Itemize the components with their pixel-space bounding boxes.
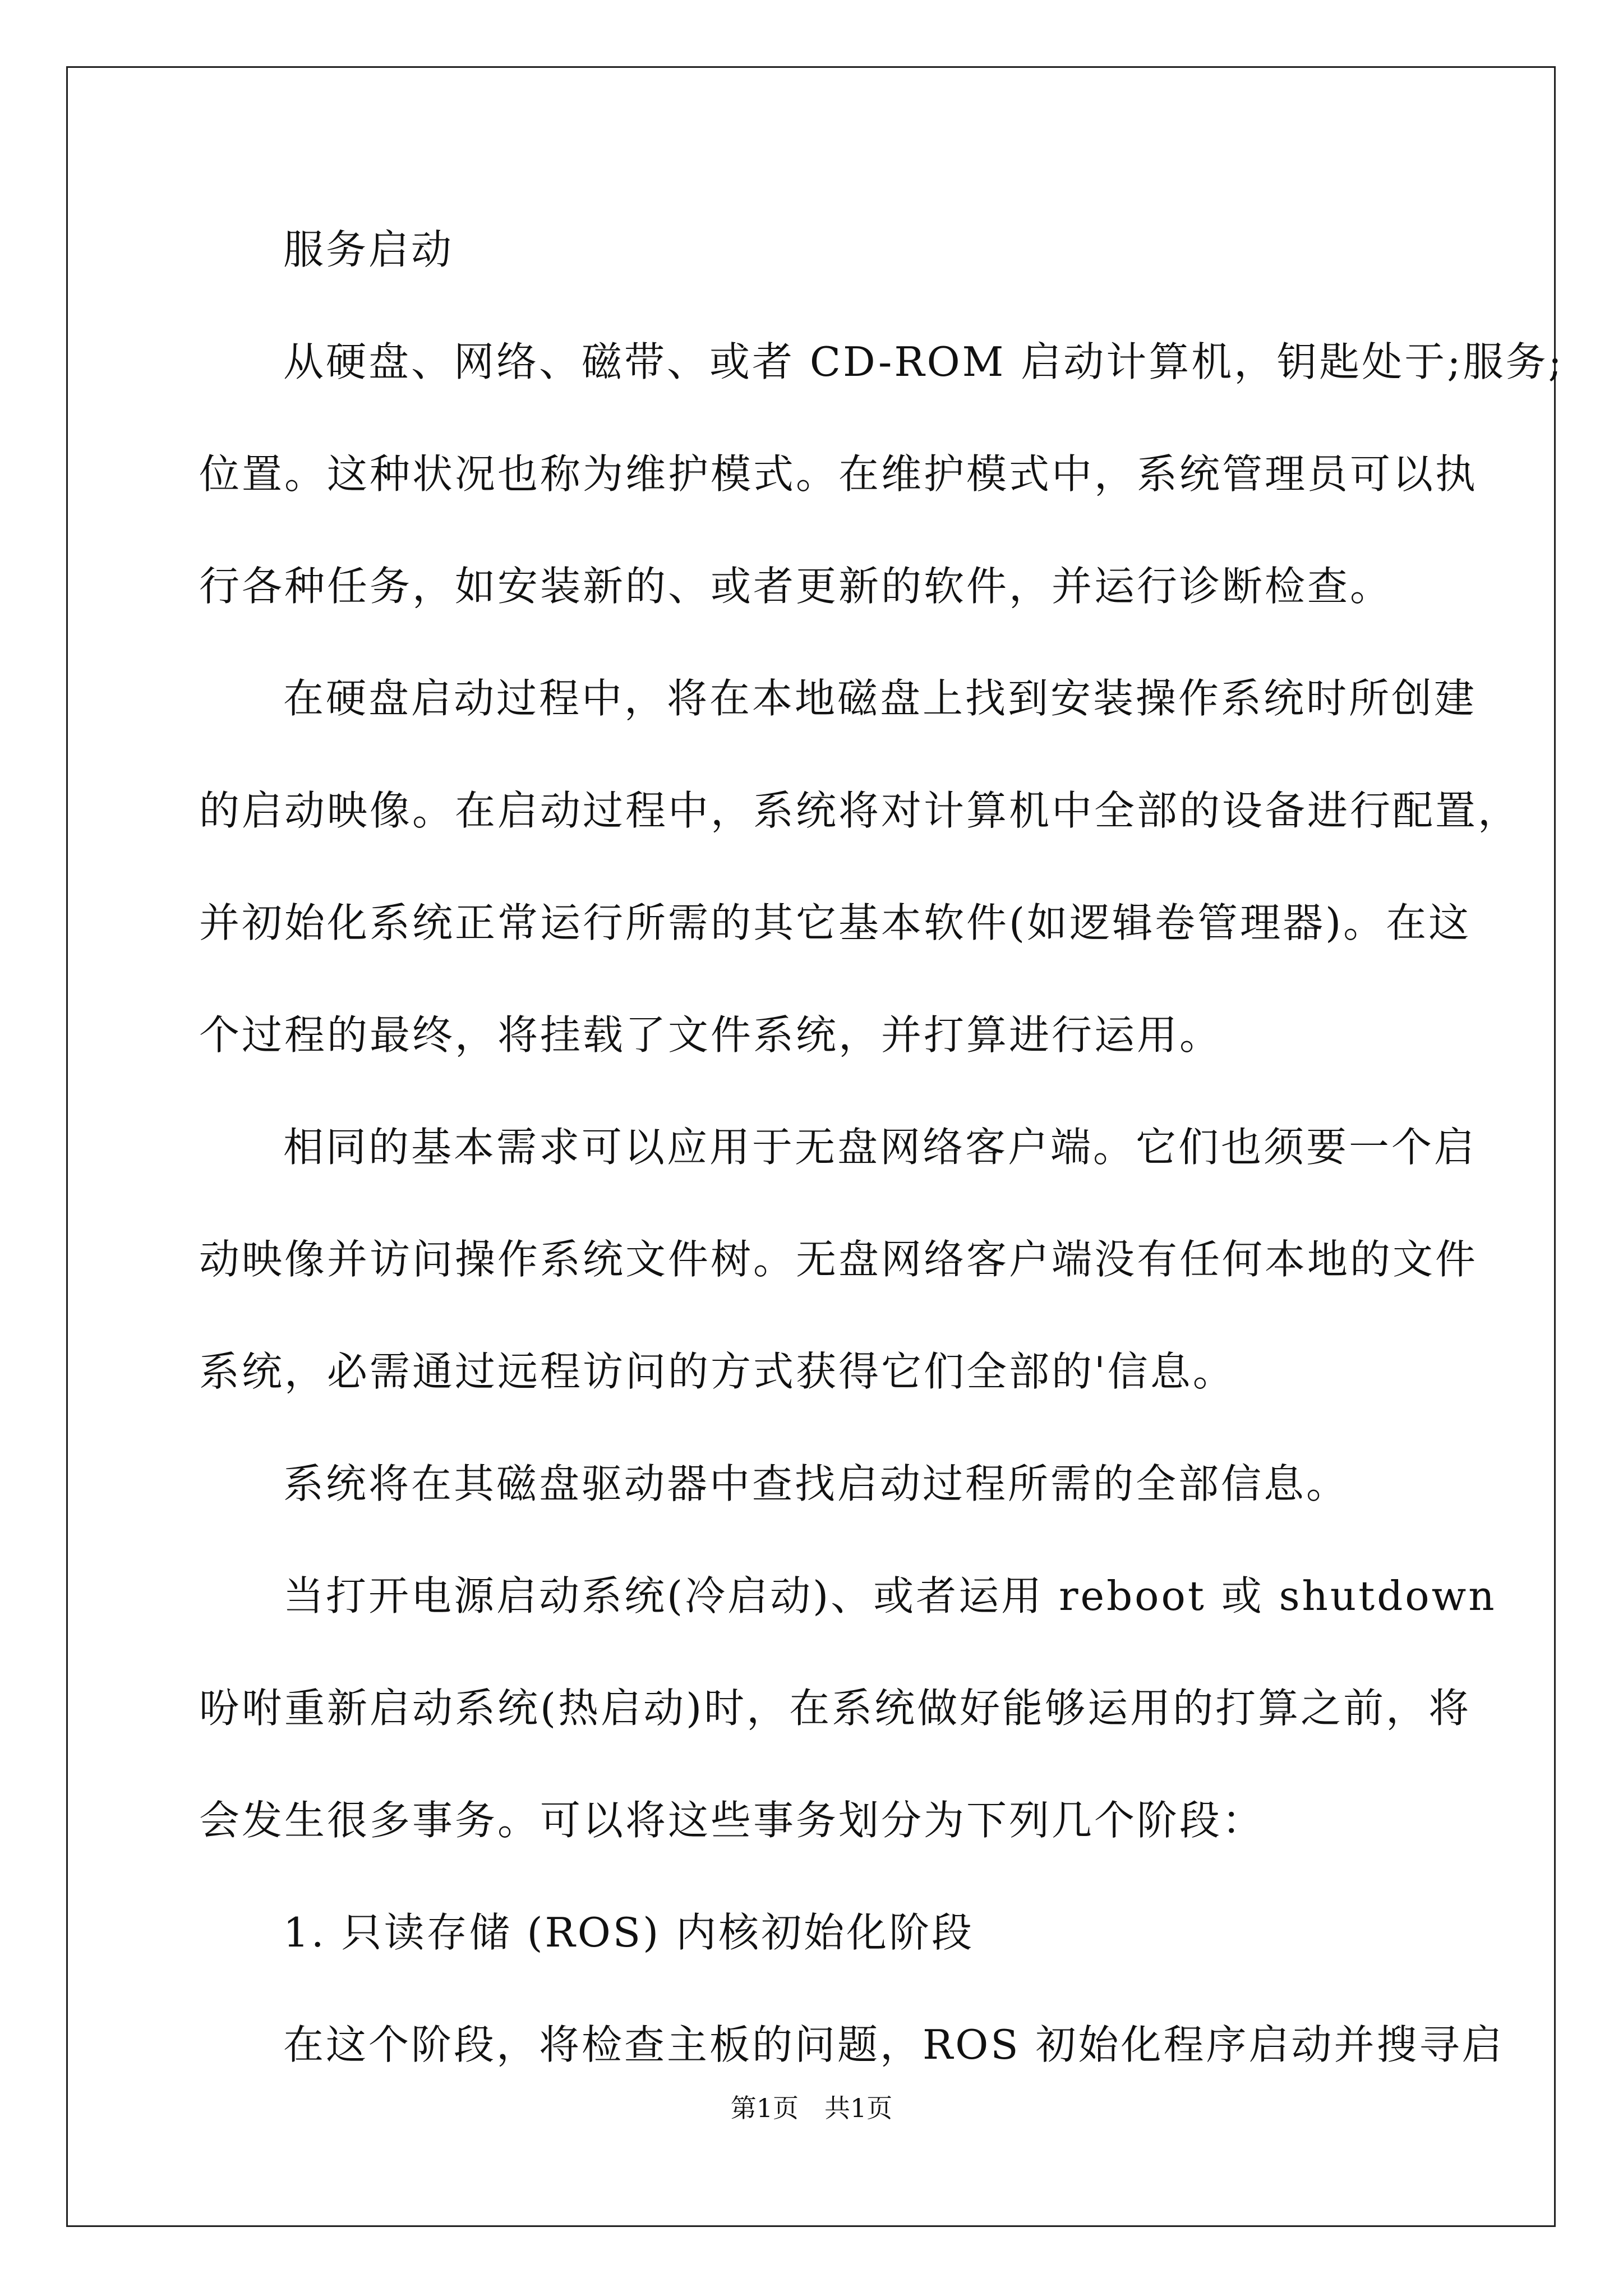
paragraph-line: 会发生很多事务。可以将这些事务划分为下列几个阶段：: [199, 1797, 1265, 1844]
paragraph-line: 行各种任务，如安装新的、或者更新的软件，并运行诊断检查。: [199, 563, 1393, 610]
paragraph-line: 动映像并访问操作系统文件树。无盘网络客户端没有任何本地的文件: [199, 1236, 1478, 1283]
paragraph-line: 当打开电源启动系统(冷启动)、或者运用 reboot 或 shutdown: [283, 1572, 1497, 1619]
paragraph-line: 位置。这种状况也称为维护模式。在维护模式中，系统管理员可以执: [199, 450, 1478, 498]
paragraph-line: 从硬盘、网络、磁带、或者 CD-ROM 启动计算机，钥匙处于;服务;: [283, 338, 1564, 385]
paragraph-line: 并初始化系统正常运行所需的其它基本软件(如逻辑卷管理器)。在这: [199, 899, 1472, 946]
paragraph-line: 的启动映像。在启动过程中，系统将对计算机中全部的设备进行配置，: [199, 787, 1521, 834]
paragraph-line: 吩咐重新启动系统(热启动)时，在系统做好能够运用的打算之前，将: [199, 1685, 1472, 1732]
paragraph-line: 相同的基本需求可以应用于无盘网络客户端。它们也须要一个启: [283, 1124, 1477, 1171]
page-footer: 第1页 共1页: [730, 2093, 893, 2123]
paragraph-line: 个过程的最终，将挂载了文件系统，并打算进行运用。: [199, 1011, 1223, 1059]
paragraph-line: 在这个阶段，将检查主板的问题，ROS 初始化程序启动并搜寻启: [283, 2021, 1505, 2068]
paragraph-line: 系统，必需通过远程访问的方式获得它们全部的'信息。: [199, 1348, 1235, 1395]
list-item-heading: 1. 只读存储 (ROS) 内核初始化阶段: [283, 1909, 975, 1956]
document-title: 服务启动: [283, 226, 454, 273]
paragraph-line: 系统将在其磁盘驱动器中查找启动过程所需的全部信息。: [283, 1460, 1349, 1507]
paragraph-line: 在硬盘启动过程中，将在本地磁盘上找到安装操作系统时所创建: [283, 675, 1477, 722]
